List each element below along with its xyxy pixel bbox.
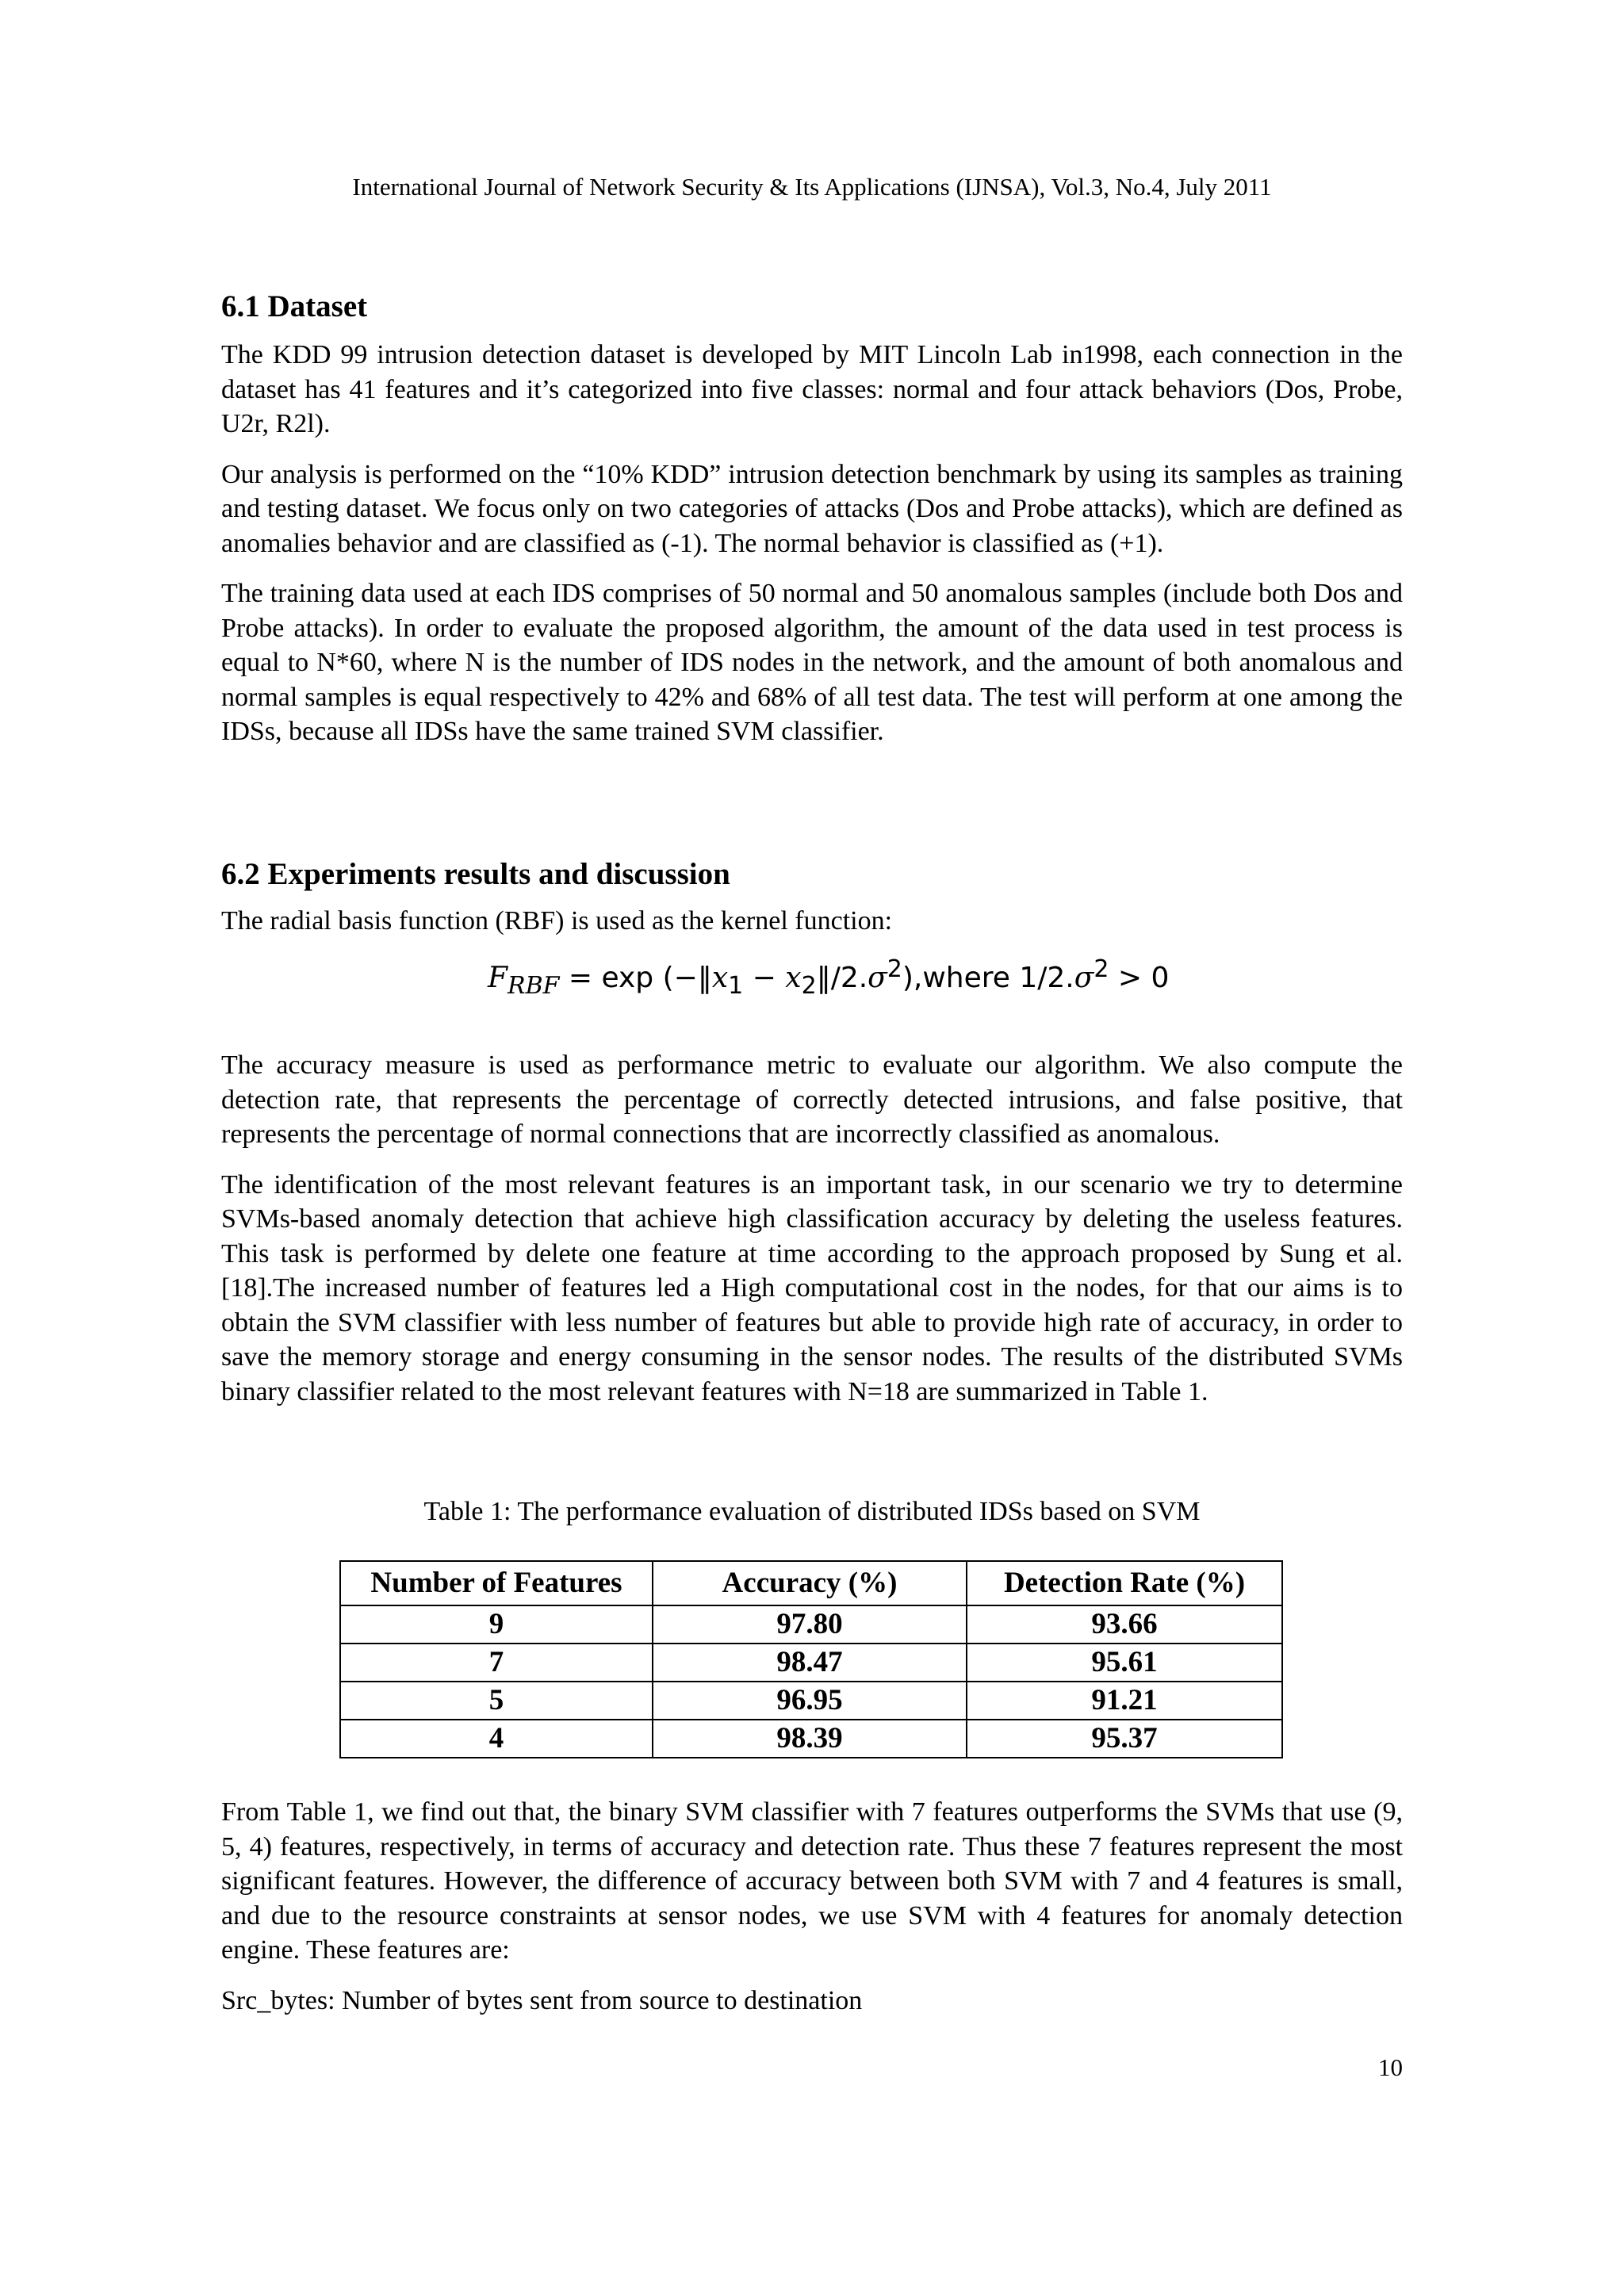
table-header-row (340, 1561, 1282, 1605)
performance-table (339, 1560, 1283, 1758)
journal-header: International Journal of Network Security & Its Applications (IJNSA), Vol.3, No.4, July 2011 (352, 173, 1272, 201)
paragraph: Our analysis is performed on the “10% KDD” intrusion detection benchmark by using its samples as training and testing dataset. We focus only on two categories of attacks (Dos and Probe attacks), which are defined as anomalies behavior and are classified as (-1). The normal behavior is classified as (+1). (221, 459, 1403, 558)
table-cell: 98.47 (653, 1644, 967, 1682)
section-6-2 (221, 855, 1403, 939)
paragraph: Src_bytes: Number of bytes sent from source to destination (221, 1985, 863, 2015)
table-cell: 7 (340, 1644, 653, 1682)
table-cell: 95.61 (967, 1644, 1282, 1682)
section-6-2-body (221, 1048, 1403, 1409)
paragraph: The accuracy measure is used as performance metric to evaluate our algorithm. We also compute the detection rate, that represents the percentage of correctly detected intrusions, and false positive, that represents the percentage of normal connections that are incorrectly classified as anomalous. (221, 1050, 1403, 1149)
table-cell: 97.80 (653, 1605, 967, 1644)
table-row (340, 1605, 1282, 1644)
paragraph: The KDD 99 intrusion detection dataset is developed by MIT Lincoln Lab in1998, each connection in the dataset has 41 features and it’s categorized into five classes: normal and four attack behaviors (Dos, Probe, U2r, R2l). (221, 340, 1403, 438)
paragraph: From Table 1, we find out that, the binary SVM classifier with 7 features outperforms the SVMs that use (9, 5, 4) features, respectively, in terms of accuracy and detection rate. Thus these 7 features represent the most significant features. However, the difference of accuracy between both SVM with 7 and 4 features is small, and due to the resource constraints at sensor nodes, we use SVM with 4 features for anomaly detection engine. These features are: (221, 1797, 1403, 1965)
paragraph: The identification of the most relevant features is an important task, in our scenario we try to determine SVMs-based anomaly detection that achieve high classification accuracy by deleting the useless features. This task is performed by delete one feature at time according to the approach proposed by Sung et al. [18].The increased number of features led a High computational cost in the nodes, for that our aims is to obtain the SVM classifier with less number of features but able to provide high rate of accuracy, in order to save the memory storage and energy consuming in the sensor nodes. The results of the distributed SVMs binary classifier related to the most relevant features with N=18 are summarized in Table 1. (221, 1169, 1403, 1406)
table-cell: 95.37 (967, 1720, 1282, 1758)
table-cell: 5 (340, 1682, 653, 1720)
table-cell: 96.95 (653, 1682, 967, 1720)
table-cell: 98.39 (653, 1720, 967, 1758)
table-cell: 91.21 (967, 1682, 1282, 1720)
paragraph: The training data used at each IDS comprises of 50 normal and 50 anomalous samples (include both Dos and Probe attacks). In order to evaluate the proposed algorithm, the amount of the data used in test process is equal to N*60, where N is the number of IDS nodes in the network, and the amount of both anomalous and normal samples is equal respectively to 42% and 68% of all test data. The test will perform at one among the IDSs, because all IDSs have the same trained SVM classifier. (221, 579, 1403, 746)
table-cell: 93.66 (967, 1605, 1282, 1644)
post-table-text (221, 1795, 1403, 2018)
table-row (340, 1644, 1282, 1682)
section-title-experiments: 6.2 Experiments results and discussion (221, 857, 730, 891)
section-6-1 (221, 287, 1403, 749)
table-row (340, 1682, 1282, 1720)
table-cell: 9 (340, 1605, 653, 1644)
rbf-formula: $F_{RBF} = \exp$ ($-‖x_1$ − $x_2‖/2.\sigma^2),where$ $1/2.\sigma^2 > 0$ (488, 955, 1170, 1001)
table-row (340, 1720, 1282, 1758)
table-cell: 4 (340, 1720, 653, 1758)
paragraph: The radial basis function (RBF) is used as the kernel function: (221, 906, 893, 936)
table-caption: Table 1: The performance evaluation of distributed IDSs based on SVM (423, 1497, 1201, 1526)
column-header: Number of Features (340, 1561, 653, 1605)
page-number: 10 (1378, 2053, 1403, 2081)
column-header: Accuracy (%) (653, 1561, 967, 1605)
column-header: Detection Rate (%) (967, 1561, 1282, 1605)
section-title-dataset: 6.1 Dataset (221, 289, 368, 323)
